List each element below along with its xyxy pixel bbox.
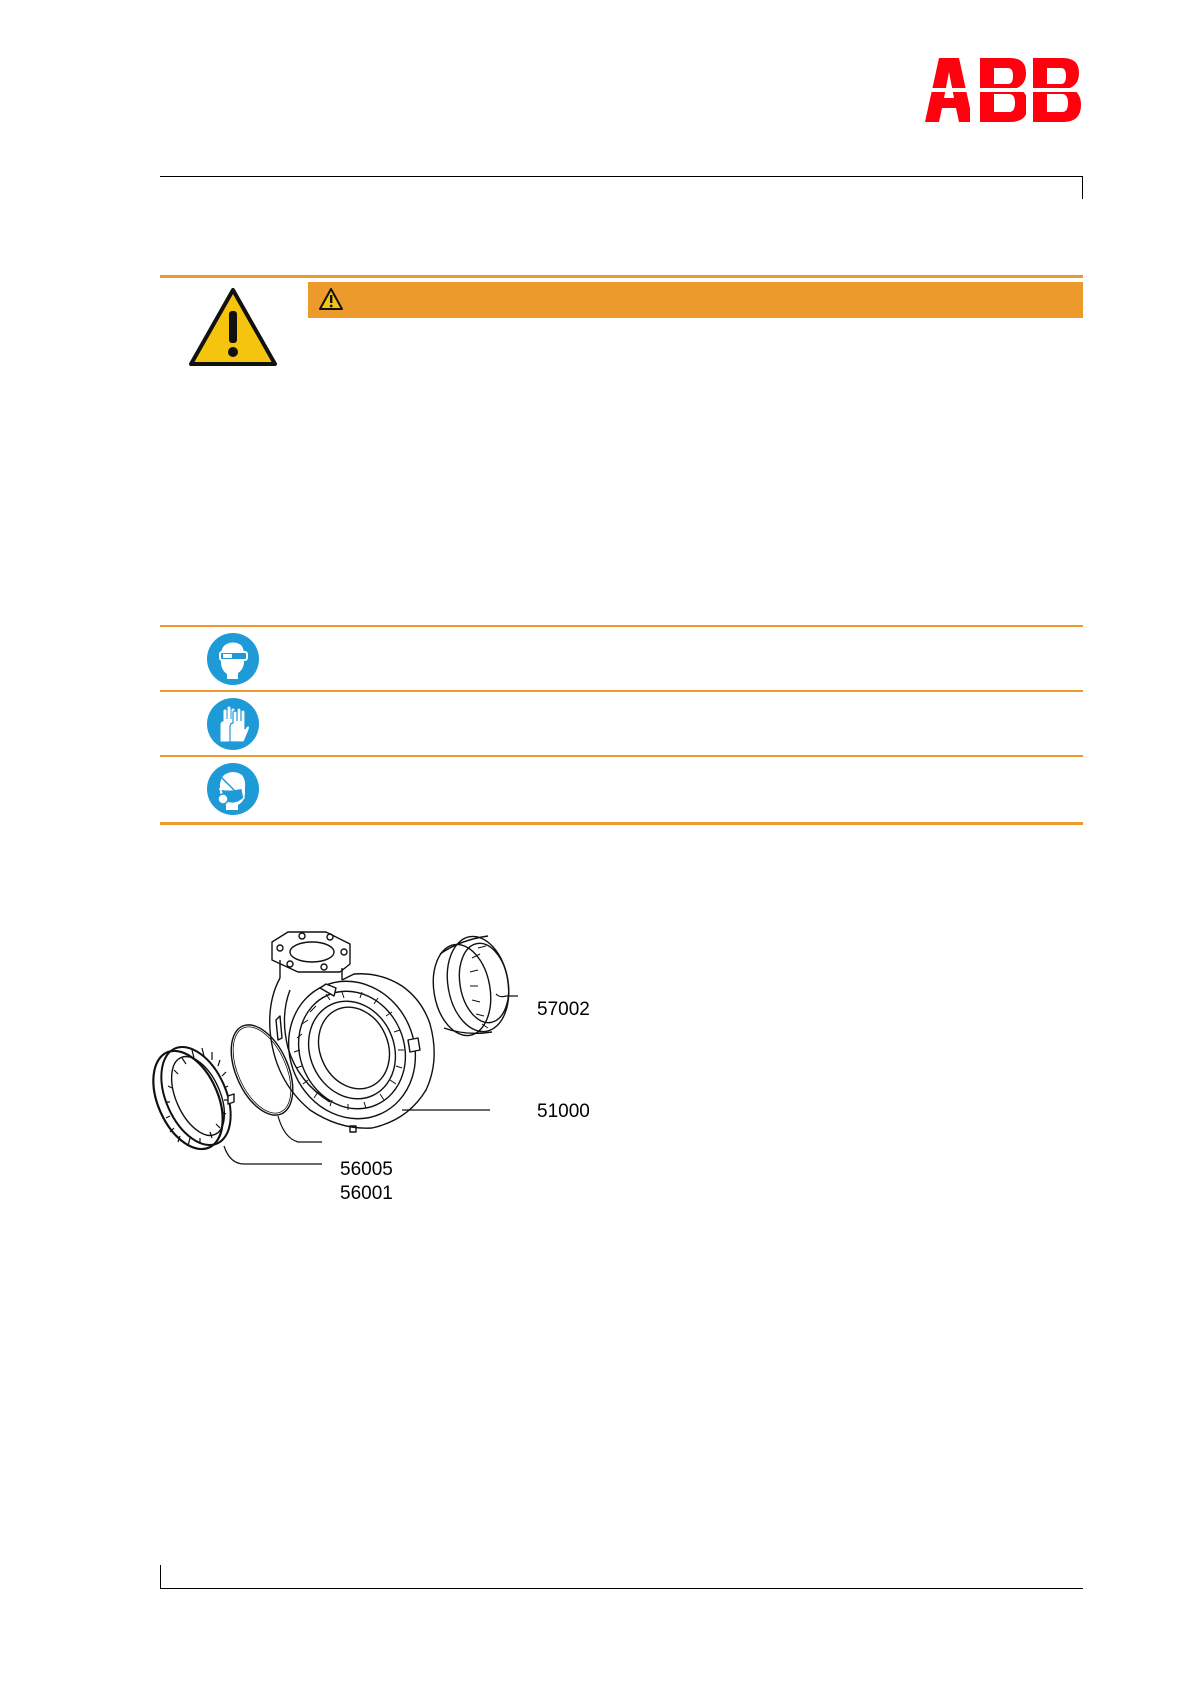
- warning-triangle-icon: [188, 287, 278, 367]
- footer-rule: [160, 1588, 1083, 1589]
- callout-57002: 57002: [537, 999, 590, 1020]
- ppe-row-divider: [160, 755, 1083, 757]
- diffuser-ring: [140, 1036, 245, 1159]
- header-tick: [1082, 176, 1083, 199]
- abb-logo: [925, 58, 1083, 122]
- respirator-mask-icon: [206, 762, 260, 816]
- inlet-casing: [426, 932, 515, 1041]
- callout-51000: 51000: [537, 1101, 590, 1122]
- callout-56005: 56005: [340, 1159, 393, 1180]
- footer-tick: [160, 1565, 161, 1589]
- protective-gloves-icon: [206, 697, 260, 751]
- compressor-housing: [267, 932, 437, 1139]
- warning-header-bar: [308, 282, 1083, 318]
- ppe-table-bottom-rule: [160, 822, 1083, 825]
- safety-goggles-icon: [206, 632, 260, 686]
- warning-triangle-icon: [318, 287, 344, 311]
- header-rule: [160, 176, 1083, 177]
- callout-56001: 56001: [340, 1183, 393, 1204]
- ppe-row-divider: [160, 690, 1083, 692]
- ppe-row-divider: [160, 625, 1083, 627]
- warning-top-rule: [160, 275, 1083, 278]
